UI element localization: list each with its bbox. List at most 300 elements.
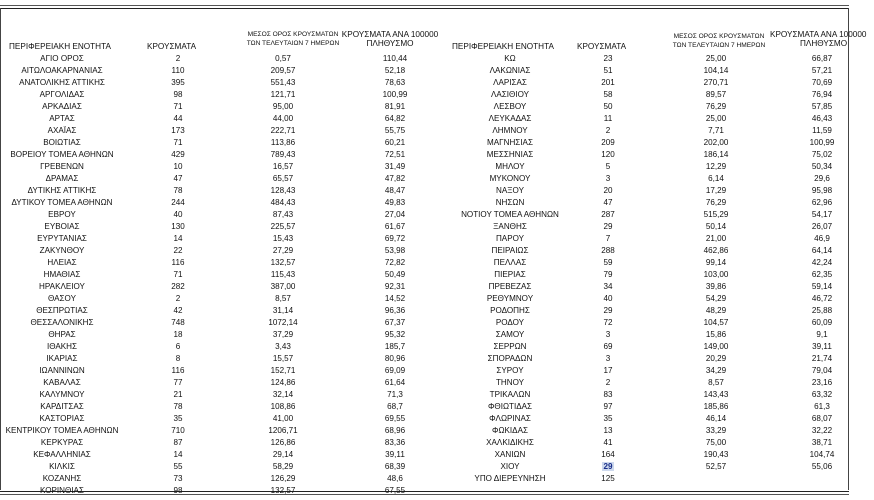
table-row: [0, 65, 425, 77]
region-cell: ΘΑΣΟΥ: [48, 294, 76, 303]
cases-cell: 17: [603, 366, 613, 375]
rate-cell: 76,94: [811, 90, 833, 99]
region-cell: ΘΗΡΑΣ: [48, 330, 76, 339]
table-row: [0, 353, 425, 365]
table-row: [0, 401, 425, 413]
rate-cell: 57,85: [811, 102, 833, 111]
rate-cell: 92,31: [384, 282, 406, 291]
avg-cell: 54,29: [705, 294, 727, 303]
table-row: [0, 317, 425, 329]
rate-cell: 72,51: [384, 150, 406, 159]
cases-cell: 116: [171, 258, 185, 267]
region-cell: ΣΑΜΟΥ: [495, 330, 525, 339]
rate-cell: 62,35: [811, 270, 833, 279]
avg-cell: 12,29: [705, 162, 727, 171]
header-avg-right: [659, 32, 779, 50]
cases-cell: 14: [173, 234, 183, 243]
table-row: [425, 329, 850, 341]
avg-cell: 143,43: [703, 390, 729, 399]
table-row: [0, 485, 425, 497]
table-row: [425, 137, 850, 149]
rate-cell: 104,74: [809, 450, 835, 459]
rate-cell: 54,17: [811, 210, 833, 219]
region-cell: ΛΕΥΚΑΔΑΣ: [488, 114, 532, 123]
cases-cell: 73: [173, 474, 183, 483]
cases-cell: 77: [173, 378, 183, 387]
cases-cell: 3: [605, 330, 611, 339]
header-rate-line1-right: ΚΡΟΥΣΜΑΤΑ ΑΝΑ 100000: [770, 30, 867, 39]
cases-cell: 120: [601, 150, 615, 159]
table-row: [0, 305, 425, 317]
avg-cell: 58,29: [272, 462, 294, 471]
region-cell: ΑΙΤΩΛΟΑΚΑΡΝΑΝΙΑΣ: [21, 66, 103, 75]
avg-cell: 16,57: [272, 162, 294, 171]
table-row: [425, 413, 850, 425]
cases-cell: 710: [171, 426, 185, 435]
cases-cell: 10: [173, 162, 183, 171]
region-cell: ΘΕΣΣΑΛΟΝΙΚΗΣ: [30, 318, 94, 327]
avg-cell: 8,57: [275, 294, 291, 303]
rate-cell: 61,64: [384, 378, 406, 387]
avg-cell: 3,43: [275, 342, 291, 351]
rate-cell: 68,39: [384, 462, 406, 471]
cases-cell: 58: [603, 90, 613, 99]
rate-cell: 69,09: [384, 366, 406, 375]
avg-cell: 126,86: [270, 438, 296, 447]
table-row: [425, 149, 850, 161]
cases-cell: 7: [605, 234, 611, 243]
avg-cell: 34,29: [705, 366, 727, 375]
rate-cell: 72,82: [384, 258, 406, 267]
avg-cell: 29,14: [272, 450, 294, 459]
rate-cell: 69,55: [384, 414, 406, 423]
table-row: [425, 377, 850, 389]
table-row: [0, 329, 425, 341]
table-left-rows: [0, 53, 425, 497]
rate-cell: 70,69: [811, 78, 833, 87]
rate-cell: 83,36: [384, 438, 406, 447]
header-rate-line2-right: ΠΛΗΘΥΣΜΟ: [800, 39, 848, 48]
cases-cell: 29: [603, 222, 613, 231]
table-row: [425, 401, 850, 413]
cases-cell: 41: [603, 438, 613, 447]
table-row: [0, 389, 425, 401]
avg-cell: 0,57: [275, 54, 291, 63]
avg-cell: 551,43: [270, 78, 296, 87]
region-cell: ΚΩ: [504, 54, 516, 63]
cases-cell: 98: [173, 486, 183, 495]
region-cell: ΗΜΑΘΙΑΣ: [43, 270, 81, 279]
avg-cell: 222,71: [270, 126, 296, 135]
header-avg-line2-right: ΤΩΝ ΤΕΛΕΥΤΑΙΩΝ 7 ΗΜΕΡΩΝ: [672, 42, 766, 49]
table-row: [0, 221, 425, 233]
table-row: [0, 89, 425, 101]
rate-cell: 26,07: [811, 222, 833, 231]
cases-cell: 55: [173, 462, 183, 471]
table-row: [0, 473, 425, 485]
rate-cell: 68,7: [387, 402, 403, 411]
avg-cell: 124,86: [270, 378, 296, 387]
rate-cell: 60,09: [811, 318, 833, 327]
table-row: [0, 125, 425, 137]
avg-cell: 108,86: [270, 402, 296, 411]
rate-cell: 9,1: [816, 330, 828, 339]
cases-cell: 23: [603, 54, 613, 63]
avg-cell: 41,00: [272, 414, 294, 423]
cases-cell: 35: [173, 414, 183, 423]
region-cell: ΤΗΝΟΥ: [495, 378, 525, 387]
avg-cell: 17,29: [705, 186, 727, 195]
region-cell: ΝΗΣΩΝ: [495, 198, 525, 207]
cases-cell: 244: [171, 198, 185, 207]
rate-cell: 69,72: [384, 234, 406, 243]
rate-cell: 64,82: [384, 114, 406, 123]
region-cell: ΜΕΣΣΗΝΙΑΣ: [486, 150, 534, 159]
rate-cell: 25,88: [811, 306, 833, 315]
avg-cell: 25,00: [705, 54, 727, 63]
avg-cell: 31,14: [272, 306, 294, 315]
table-row: [0, 77, 425, 89]
cases-cell: 22: [173, 246, 183, 255]
rate-cell: 50,49: [384, 270, 406, 279]
table-row: [0, 53, 425, 65]
table-row: [425, 281, 850, 293]
rate-cell: 53,98: [384, 246, 406, 255]
rate-cell: 95,98: [811, 186, 833, 195]
cases-cell: 173: [171, 126, 185, 135]
avg-cell: 76,29: [705, 198, 727, 207]
rate-cell: 60,21: [384, 138, 406, 147]
rate-cell: 63,32: [811, 390, 833, 399]
avg-cell: 515,29: [703, 210, 729, 219]
table-row: [0, 341, 425, 353]
table-row: [0, 137, 425, 149]
table-row: [0, 281, 425, 293]
region-cell: ΚΑΣΤΟΡΙΑΣ: [39, 414, 85, 423]
table-row: [0, 161, 425, 173]
cases-cell: 116: [171, 366, 185, 375]
table-row: [425, 101, 850, 113]
rate-cell: 21,74: [811, 354, 833, 363]
table-row: [425, 317, 850, 329]
rate-cell: 67,37: [384, 318, 406, 327]
region-cell: ΔΥΤΙΚΗΣ ΑΤΤΙΚΗΣ: [27, 186, 97, 195]
table-row: [425, 269, 850, 281]
rate-cell: 27,04: [384, 210, 406, 219]
cases-cell: 97: [603, 402, 613, 411]
region-cell: ΚΕΡΚΥΡΑΣ: [40, 438, 84, 447]
avg-cell: 126,29: [270, 474, 296, 483]
table-row: [0, 185, 425, 197]
rate-cell: 57,21: [811, 66, 833, 75]
cases-cell: 42: [173, 306, 183, 315]
avg-cell: 44,00: [272, 114, 294, 123]
cases-cell: 14: [173, 450, 183, 459]
table-row: [425, 437, 850, 449]
region-cell: ΠΡΕΒΕΖΑΣ: [488, 282, 532, 291]
header-rate: [338, 30, 442, 48]
avg-cell: 132,57: [270, 258, 296, 267]
avg-cell: 48,29: [705, 306, 727, 315]
cases-cell: 429: [171, 150, 185, 159]
cases-cell: 34: [603, 282, 613, 291]
region-cell: ΦΩΚΙΔΑΣ: [492, 426, 528, 435]
rate-cell: 61,3: [814, 402, 830, 411]
table-row: [0, 209, 425, 221]
cases-cell: 71: [173, 270, 183, 279]
region-cell: ΙΘΑΚΗΣ: [46, 342, 78, 351]
cases-cell: 2: [605, 126, 611, 135]
region-cell: ΜΥΚΟΝΟΥ: [489, 174, 531, 183]
table-row: [0, 245, 425, 257]
rate-cell: 64,14: [811, 246, 833, 255]
cases-cell: 59: [603, 258, 613, 267]
header-cases-right: ΚΡΟΥΣΜΑΤΑ: [577, 42, 627, 51]
rate-cell: 81,91: [384, 102, 406, 111]
avg-cell: 89,57: [705, 90, 727, 99]
header-avg: [233, 30, 353, 48]
cases-cell: 78: [173, 402, 183, 411]
cases-cell: 47: [603, 198, 613, 207]
rate-cell: 29,6: [814, 174, 830, 183]
region-cell: ΛΑΡΙΣΑΣ: [493, 78, 527, 87]
cases-cell: 2: [175, 294, 181, 303]
cases-cell: 287: [601, 210, 615, 219]
cases-cell: 282: [171, 282, 185, 291]
table-row: [425, 305, 850, 317]
table-row: [0, 293, 425, 305]
table-row: [425, 257, 850, 269]
region-cell: ΣΠΟΡΑΔΩΝ: [487, 354, 533, 363]
region-cell: ΧΑΝΙΩΝ: [494, 450, 526, 459]
table-row: [0, 113, 425, 125]
header-rate-line2: ΠΛΗΘΥΣΜΟ: [366, 39, 414, 48]
table-row: [0, 149, 425, 161]
avg-cell: 37,29: [272, 330, 294, 339]
table-row: [425, 473, 850, 485]
avg-cell: 33,29: [705, 426, 727, 435]
rate-cell: 38,71: [811, 438, 833, 447]
region-cell: ΗΛΕΙΑΣ: [47, 258, 77, 267]
region-cell: ΔΡΑΜΑΣ: [45, 174, 79, 183]
cases-cell: 69: [603, 342, 613, 351]
avg-cell: 484,43: [270, 198, 296, 207]
avg-cell: 789,43: [270, 150, 296, 159]
avg-cell: 39,86: [705, 282, 727, 291]
rate-cell: 110,44: [382, 54, 408, 63]
cases-cell: 40: [603, 294, 613, 303]
avg-cell: 225,57: [270, 222, 296, 231]
region-cell: ΚΟΖΑΝΗΣ: [42, 474, 82, 483]
cases-cell: 2: [605, 378, 611, 387]
rate-cell: 46,9: [814, 234, 830, 243]
region-cell: ΙΩΑΝΝΙΝΩΝ: [39, 366, 85, 375]
avg-cell: 87,43: [272, 210, 294, 219]
table-row: [425, 353, 850, 365]
region-cell: ΑΡΓΟΛΙΔΑΣ: [39, 90, 85, 99]
table-row: [425, 77, 850, 89]
table-row: [425, 125, 850, 137]
avg-cell: 104,57: [703, 318, 729, 327]
rate-cell: 23,16: [811, 378, 833, 387]
table-row: [425, 233, 850, 245]
cases-cell: 125: [601, 474, 615, 483]
avg-cell: 20,29: [705, 354, 727, 363]
region-cell: ΚΑΒΑΛΑΣ: [43, 378, 81, 387]
cases-cell: 72: [603, 318, 613, 327]
rate-cell: 52,18: [384, 66, 406, 75]
avg-cell: 8,57: [708, 378, 724, 387]
region-cell: ΛΕΣΒΟΥ: [493, 102, 527, 111]
cases-cell: [593, 461, 623, 473]
avg-cell: 76,29: [705, 102, 727, 111]
table-row: [0, 173, 425, 185]
region-cell: ΣΥΡΟΥ: [496, 366, 524, 375]
region-cell: ΚΑΛΥΜΝΟΥ: [39, 390, 85, 399]
cases-cell: 8: [175, 354, 181, 363]
rate-cell: 46,72: [811, 294, 833, 303]
table-row: [425, 365, 850, 377]
region-cell: ΗΡΑΚΛΕΙΟΥ: [39, 282, 85, 291]
region-cell: ΠΕΛΛΑΣ: [493, 258, 527, 267]
region-cell: ΑΡΤΑΣ: [49, 114, 75, 123]
cases-cell: 21: [173, 390, 183, 399]
region-cell: ΘΕΣΠΡΩΤΙΑΣ: [36, 306, 88, 315]
table-row: [425, 89, 850, 101]
rate-cell: 46,43: [811, 114, 833, 123]
rate-cell: 100,99: [809, 138, 835, 147]
rate-cell: 49,83: [384, 198, 406, 207]
region-cell: ΤΡΙΚΑΛΩΝ: [489, 390, 531, 399]
region-cell: ΕΥΡΥΤΑΝΙΑΣ: [37, 234, 87, 243]
region-cell: ΓΡΕΒΕΝΩΝ: [40, 162, 84, 171]
avg-cell: 95,00: [272, 102, 294, 111]
table-row: [425, 221, 850, 233]
highlighted-value: 29: [603, 462, 613, 471]
avg-cell: 103,00: [703, 270, 729, 279]
table-row: [0, 257, 425, 269]
avg-cell: 128,43: [270, 186, 296, 195]
avg-cell: 15,86: [705, 330, 727, 339]
avg-cell: 6,14: [708, 174, 724, 183]
header-avg-line1-right: ΜΕΣΟΣ ΟΡΟΣ ΚΡΟΥΣΜΑΤΩΝ: [673, 33, 765, 40]
cases-cell: 78: [173, 186, 183, 195]
cases-cell: 44: [173, 114, 183, 123]
rate-cell: 39,11: [385, 450, 405, 459]
rate-cell: 80,96: [384, 354, 406, 363]
table-row: [425, 425, 850, 437]
cases-cell: 164: [601, 450, 615, 459]
rate-cell: 96,36: [384, 306, 406, 315]
table-row: [425, 461, 850, 473]
region-cell: ΑΓΙΟ ΟΡΟΣ: [40, 54, 84, 63]
region-cell: ΜΑΓΝΗΣΙΑΣ: [487, 138, 533, 147]
cases-cell: 47: [173, 174, 183, 183]
rate-cell: 71,3: [387, 390, 403, 399]
rate-cell: 79,04: [811, 366, 833, 375]
rate-cell: 95,32: [384, 330, 406, 339]
avg-cell: 462,86: [703, 246, 729, 255]
region-cell: ΚΟΡΙΝΘΙΑΣ: [40, 486, 84, 495]
region-cell: ΒΟΡΕΙΟΥ ΤΟΜΕΑ ΑΘΗΝΩΝ: [10, 150, 114, 159]
region-cell: ΚΙΛΚΙΣ: [49, 462, 75, 471]
cases-cell: 98: [173, 90, 183, 99]
header-region: ΠΕΡΙΦΕΡΕΙΑΚΗ ΕΝΟΤΗΤΑ: [9, 42, 111, 51]
avg-cell: 209,57: [270, 66, 296, 75]
avg-cell: 190,43: [703, 450, 729, 459]
rate-cell: 48,47: [384, 186, 406, 195]
region-cell: ΖΑΚΥΝΘΟΥ: [39, 246, 85, 255]
avg-cell: 149,00: [703, 342, 729, 351]
table-row: [0, 437, 425, 449]
avg-cell: 152,71: [270, 366, 296, 375]
region-cell: ΝΑΞΟΥ: [496, 186, 524, 195]
avg-cell: 15,43: [272, 234, 294, 243]
cases-cell: 288: [601, 246, 615, 255]
cases-cell: 130: [171, 222, 185, 231]
cases-cell: 6: [175, 342, 181, 351]
avg-cell: 50,14: [705, 222, 727, 231]
cases-cell: 201: [601, 78, 615, 87]
table-row: [425, 209, 850, 221]
avg-cell: 15,57: [272, 354, 294, 363]
region-cell: ΚΑΡΔΙΤΣΑΣ: [40, 402, 84, 411]
cases-cell: 79: [603, 270, 613, 279]
table-row: [0, 101, 425, 113]
header-avg-line1: ΜΕΣΟΣ ΟΡΟΣ ΚΡΟΥΣΜΑΤΩΝ: [247, 31, 339, 38]
rate-cell: 55,06: [811, 462, 833, 471]
region-cell: ΠΕΙΡΑΙΩΣ: [491, 246, 529, 255]
table-row: [0, 377, 425, 389]
region-cell: ΡΟΔΟΥ: [495, 318, 525, 327]
region-cell: ΑΧΑΪΑΣ: [47, 126, 77, 135]
region-cell: ΦΘΙΩΤΙΔΑΣ: [487, 402, 533, 411]
avg-cell: 99,14: [705, 258, 727, 267]
rate-cell: 185,7: [384, 342, 406, 351]
rate-cell: 59,14: [811, 282, 833, 291]
table-row: [425, 389, 850, 401]
cases-cell: 18: [173, 330, 183, 339]
cases-cell: 71: [173, 138, 183, 147]
rate-cell: 31,49: [384, 162, 406, 171]
cases-cell: 40: [173, 210, 183, 219]
region-cell: ΛΑΣΙΘΙΟΥ: [490, 90, 530, 99]
cases-cell: 3: [605, 174, 611, 183]
rate-cell: 32,22: [811, 426, 833, 435]
region-cell: ΠΑΡΟΥ: [495, 234, 525, 243]
cases-cell: 5: [605, 162, 611, 171]
table-row: [0, 365, 425, 377]
cases-cell: 35: [603, 414, 613, 423]
region-cell: ΧΑΛΚΙΔΙΚΗΣ: [486, 438, 534, 447]
cases-cell: 13: [603, 426, 613, 435]
rate-cell: 42,24: [811, 258, 833, 267]
table-right-rows: [425, 53, 850, 485]
cases-cell: 83: [603, 390, 613, 399]
rate-cell: 68,96: [384, 426, 406, 435]
avg-cell: 104,14: [703, 66, 729, 75]
rate-cell: 11,59: [812, 126, 832, 135]
region-cell: ΕΥΒΟΙΑΣ: [44, 222, 80, 231]
avg-cell: 387,00: [270, 282, 296, 291]
cases-cell: 2: [175, 54, 181, 63]
rate-cell: 47,82: [384, 174, 406, 183]
cases-cell: 748: [171, 318, 185, 327]
table-row: [0, 461, 425, 473]
avg-cell: 25,00: [705, 114, 727, 123]
avg-cell: 52,57: [705, 462, 727, 471]
avg-cell: 46,14: [705, 414, 727, 423]
